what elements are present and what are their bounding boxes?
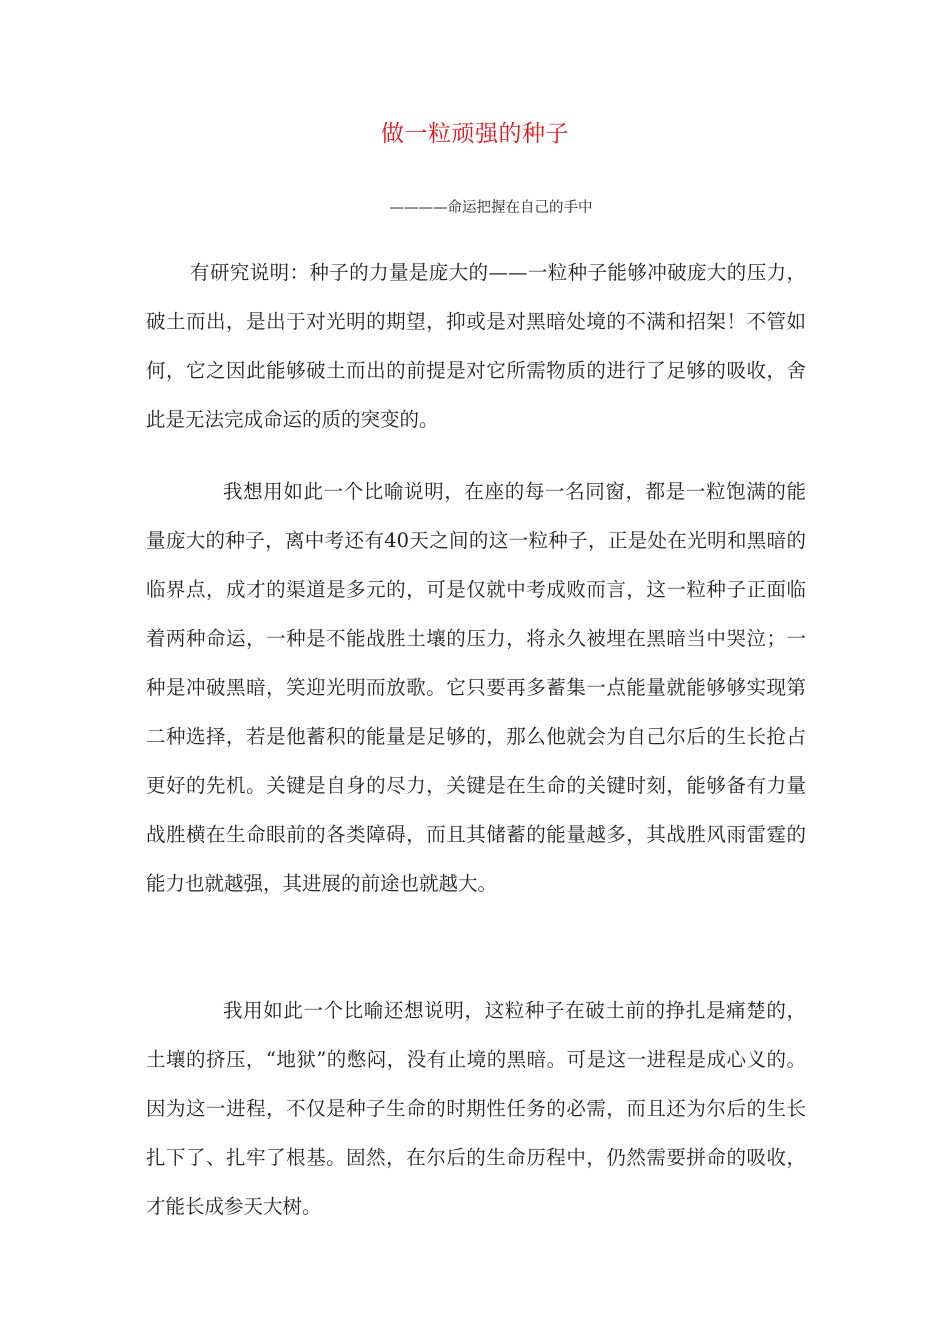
paragraph-1: 有研究说明：种子的力量是庞大的——一粒种子能够冲破庞大的压力，破土而出，是出于对光明的期望，抑或是对黑暗处境的不满和招架！不管如何，它之因此能够破土而出的前提是对它所需物质的进行了足够的吸收，舍此是无法完成命运的质的突变的。 (146, 261, 806, 431)
page-title: 做一粒顽强的种子 (381, 121, 569, 147)
paragraph-3: 我用如此一个比喻还想说明，这粒种子在破土前的挣扎是痛楚的，土壤的挤压，“地狱”的憋闷，没有止境的黑暗。可是这一进程是成心义的。因为这一进程，不仅是种子生命的时期性任务的必需，而且还为尔后的生长扎下了、扎牢了根基。固然，在尔后的生命历程中，仍然需要拼命的吸收，才能长成参天大树。 (146, 999, 806, 1218)
page-subtitle: ————命运把握在自己的手中 (389, 200, 593, 216)
paragraph-2: 我想用如此一个比喻说明，在座的每一名同窗，都是一粒饱满的能量庞大的种子，离中考还有40天之间的这一粒种子，正是处在光明和黑暗的临界点，成才的渠道是多元的，可是仅就中考成败而言，这一粒种子正面临着两种命运，一种是不能战胜土壤的压力，将永久被埋在黑暗当中哭泣；一种是冲破黑暗，笑迎光明而放歌。它只要再多蓄集一点能量就能够够实现第二种选择，若是他蓄积的能量是足够的，那么他就会为自己尔后的生长抢占更好的先机。关键是自身的尽力，关键是在生命的关键时刻，能够备有力量战胜横在生命眼前的各类障碍，而且其储蓄的能量越多，其战胜风雨雷霆的能力也就越强，其进展的前途也就越大。 (146, 480, 806, 895)
